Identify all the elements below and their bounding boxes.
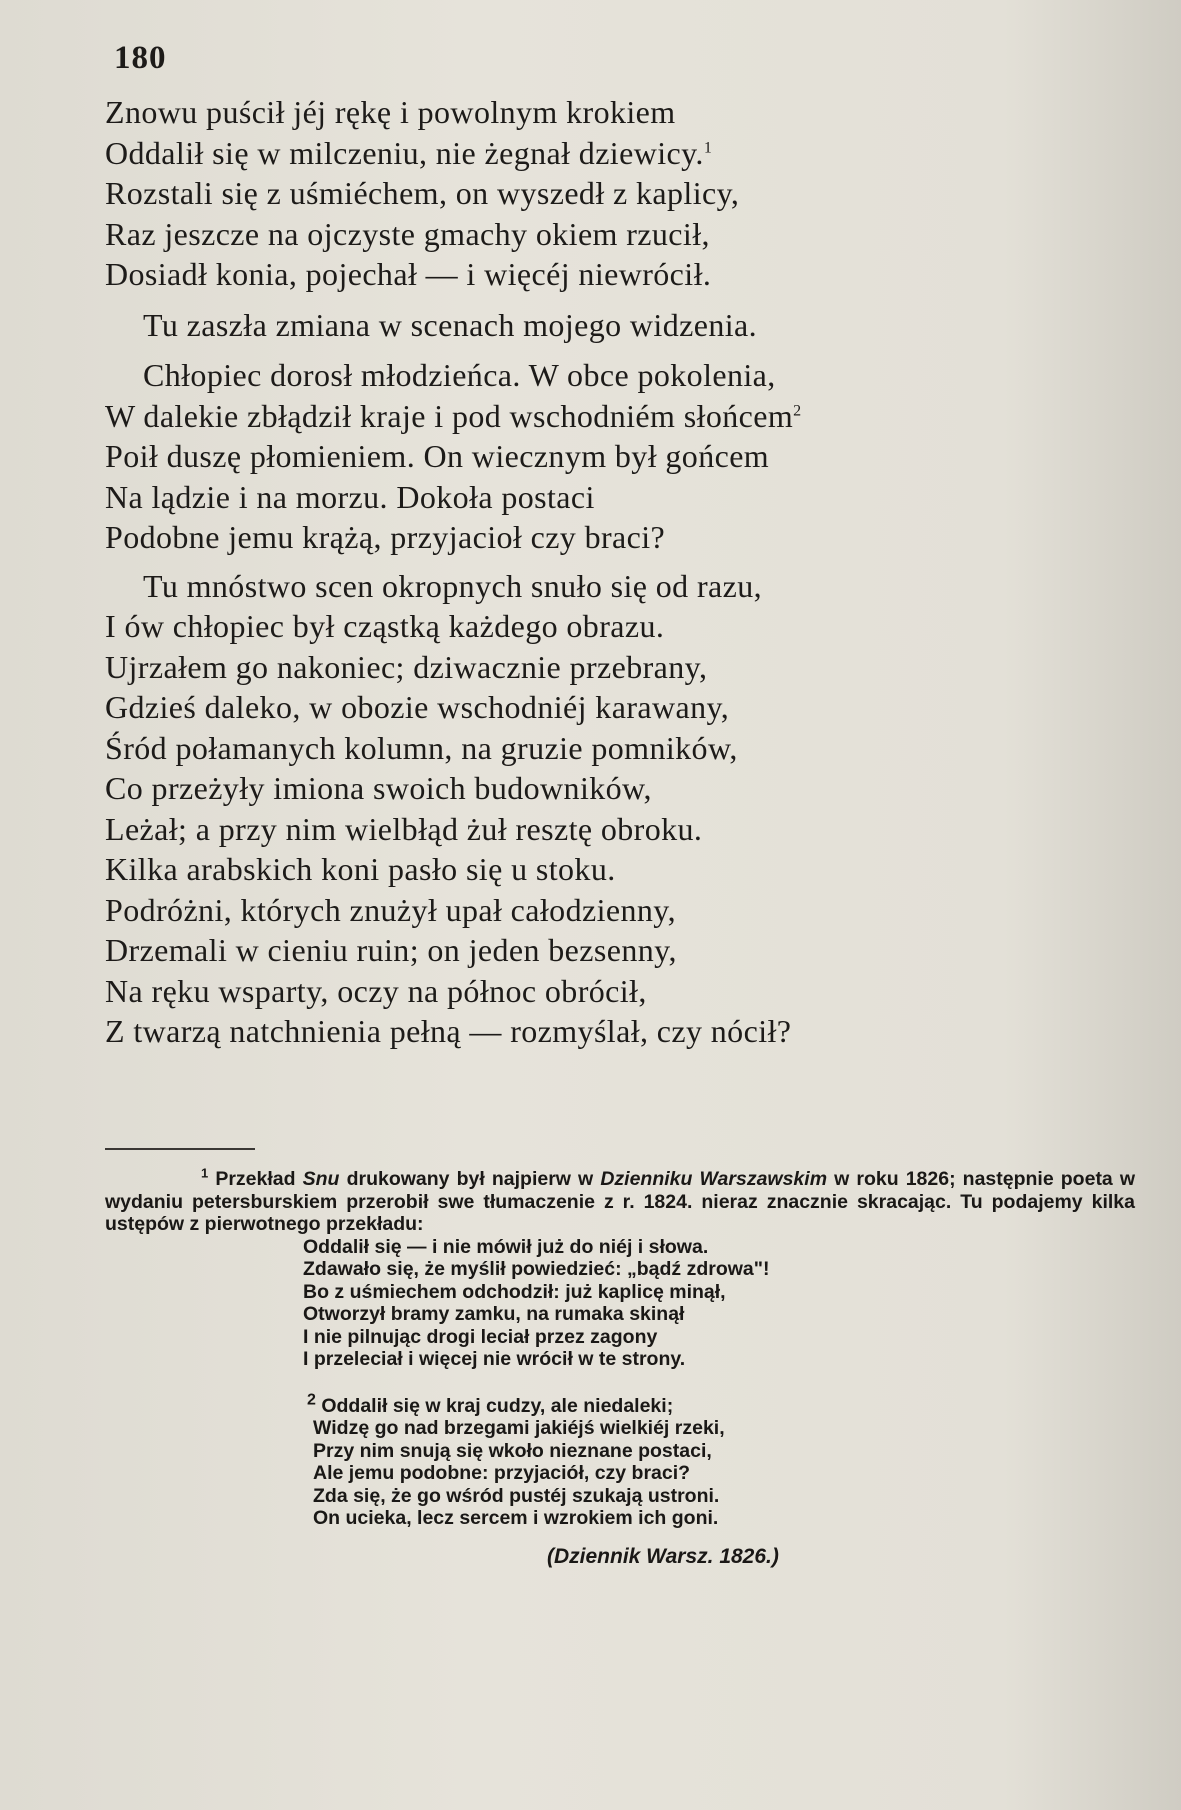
verse-line: Dosiadł konia, pojechał — i więcéj niewrócił. — [105, 256, 712, 292]
stanza-3 — [105, 355, 1145, 558]
verse-line: I ów chłopiec był cząstką każdego obrazu. — [105, 608, 665, 644]
footnote-2 — [297, 1391, 1135, 1569]
verse-line: Tu mnóstwo scen okropnych snuło się od razu, — [143, 567, 763, 604]
quote-line: Zdawało się, że myślił powiedzieć: „bądź zdrowa"! — [303, 1258, 770, 1280]
verse-line: Drzemali w cieniu ruin; on jeden bezsenny, — [105, 932, 677, 968]
quote-line: Ale jemu podobne: przyjaciół, czy braci? — [313, 1462, 691, 1484]
verse-line: Na lądzie i na morzu. Dokoła postaci — [105, 478, 595, 515]
stanza-1 — [105, 92, 1145, 295]
verse-line: Ujrzałem go nakoniec; dziwacznie przebrany, — [105, 648, 708, 685]
footnotes — [105, 1165, 1136, 1568]
verse-line: Oddalił się w milczeniu, nie żegnał dziewicy.$^1$ — [105, 134, 713, 171]
verse-line: Raz jeszcze na ojczyste gmachy okiem rzucił, — [105, 215, 710, 252]
quote-line: Przy nim snują się wkoło nieznane postaci, — [313, 1439, 712, 1462]
quote-line: On ucieka, lecz sercem i wzrokiem ich goni. — [313, 1507, 719, 1529]
journal-title: Dzienniku Warszawskim — [600, 1168, 828, 1190]
quote-line: Otworzył bramy zamku, na rumaka skinął — [303, 1303, 685, 1325]
footnote-divider — [105, 1148, 255, 1150]
poem-text — [105, 92, 1145, 1052]
quote-line: I nie pilnując drogi leciał przez zagony — [303, 1325, 658, 1348]
verse-line: Znowu puścił jéj rękę i powolnym krokiem — [105, 94, 676, 130]
quote-line: Oddalił się — i nie mówił już do niéj i słowa. — [303, 1235, 709, 1258]
verse-line: Podróżni, których znużył upał całodzienny, — [105, 891, 677, 928]
verse-line: Chłopiec dorosł młodzieńca. W obce pokolenia, — [143, 357, 776, 393]
stanza-4 — [105, 566, 1145, 1052]
verse-line: Gdzieś daleko, w obozie wschodniéj karawany, — [105, 689, 730, 725]
stanza-2 — [105, 305, 1145, 346]
verse-line: Co przeżyły imiona swoich budowników, — [105, 770, 652, 806]
verse-line: Podobne jemu krążą, przyjacioł czy braci? — [105, 519, 666, 555]
verse-line: Kilka arabskich koni pasło się u stoku. — [105, 851, 616, 887]
quote-line: Zda się, że go wśród pustéj szukają ustroni. — [313, 1484, 720, 1507]
footnote-marker: 2 — [793, 401, 802, 419]
verse-line: W dalekie zbłądził kraje i pod wschodniém słońcem$^2$ — [105, 397, 802, 434]
verse-line: Śród połamanych kolumn, na gruzie pomników, — [105, 729, 738, 766]
verse-line: Na ręku wsparty, oczy na północ obrócił, — [105, 972, 647, 1009]
verse-line: Tu zaszła zmiana w scenach mojego widzenia. — [143, 306, 758, 343]
quote-line: Widzę go nad brzegami jakiéjś wielkiéj rzeki, — [313, 1417, 725, 1439]
verse-line: Leżał; a przy nim wielbłąd żuł resztę obroku. — [105, 810, 703, 847]
footnote-2-marker: 2 — [307, 1391, 316, 1408]
footnote-1-quote — [303, 1236, 1135, 1371]
verse-line: Poił duszę płomieniem. On wiecznym był gońcem — [105, 438, 770, 474]
source-citation: (Dziennik Warsz. 1826.) — [547, 1544, 779, 1568]
quote-line: I przeleciał i więcej nie wrócił w te strony. — [303, 1348, 686, 1370]
footnote-marker: 1 — [703, 138, 713, 156]
quote-line: Bo z uśmiechem odchodził: już kaplicę minął, — [303, 1280, 726, 1303]
footnote-1: $^1$ Przekład Snu drukowany był najpierw w Dzienniku Warszawskim w roku 1826; następnie poeta w wydaniu petersburskiem przerobił swe tłumaczenie z r. 1824. nieraz znacznie skracając. Tu podajemy kilka ustępów z pierwotnego przekładu: — [105, 1165, 1136, 1235]
footnote-1-marker: 1 — [201, 1165, 209, 1181]
verse-line: Rozstali się z uśmiéchem, on wyszedł z kaplicy, — [105, 175, 740, 211]
work-title: Snu — [302, 1168, 340, 1190]
page-number: 180 — [114, 40, 167, 76]
verse-line: Z twarzą natchnienia pełną — rozmyślał, czy nócił? — [105, 1013, 792, 1049]
quote-line: $^2$ Oddalił się w kraj cudzy, ale niedaleki; — [307, 1391, 674, 1417]
